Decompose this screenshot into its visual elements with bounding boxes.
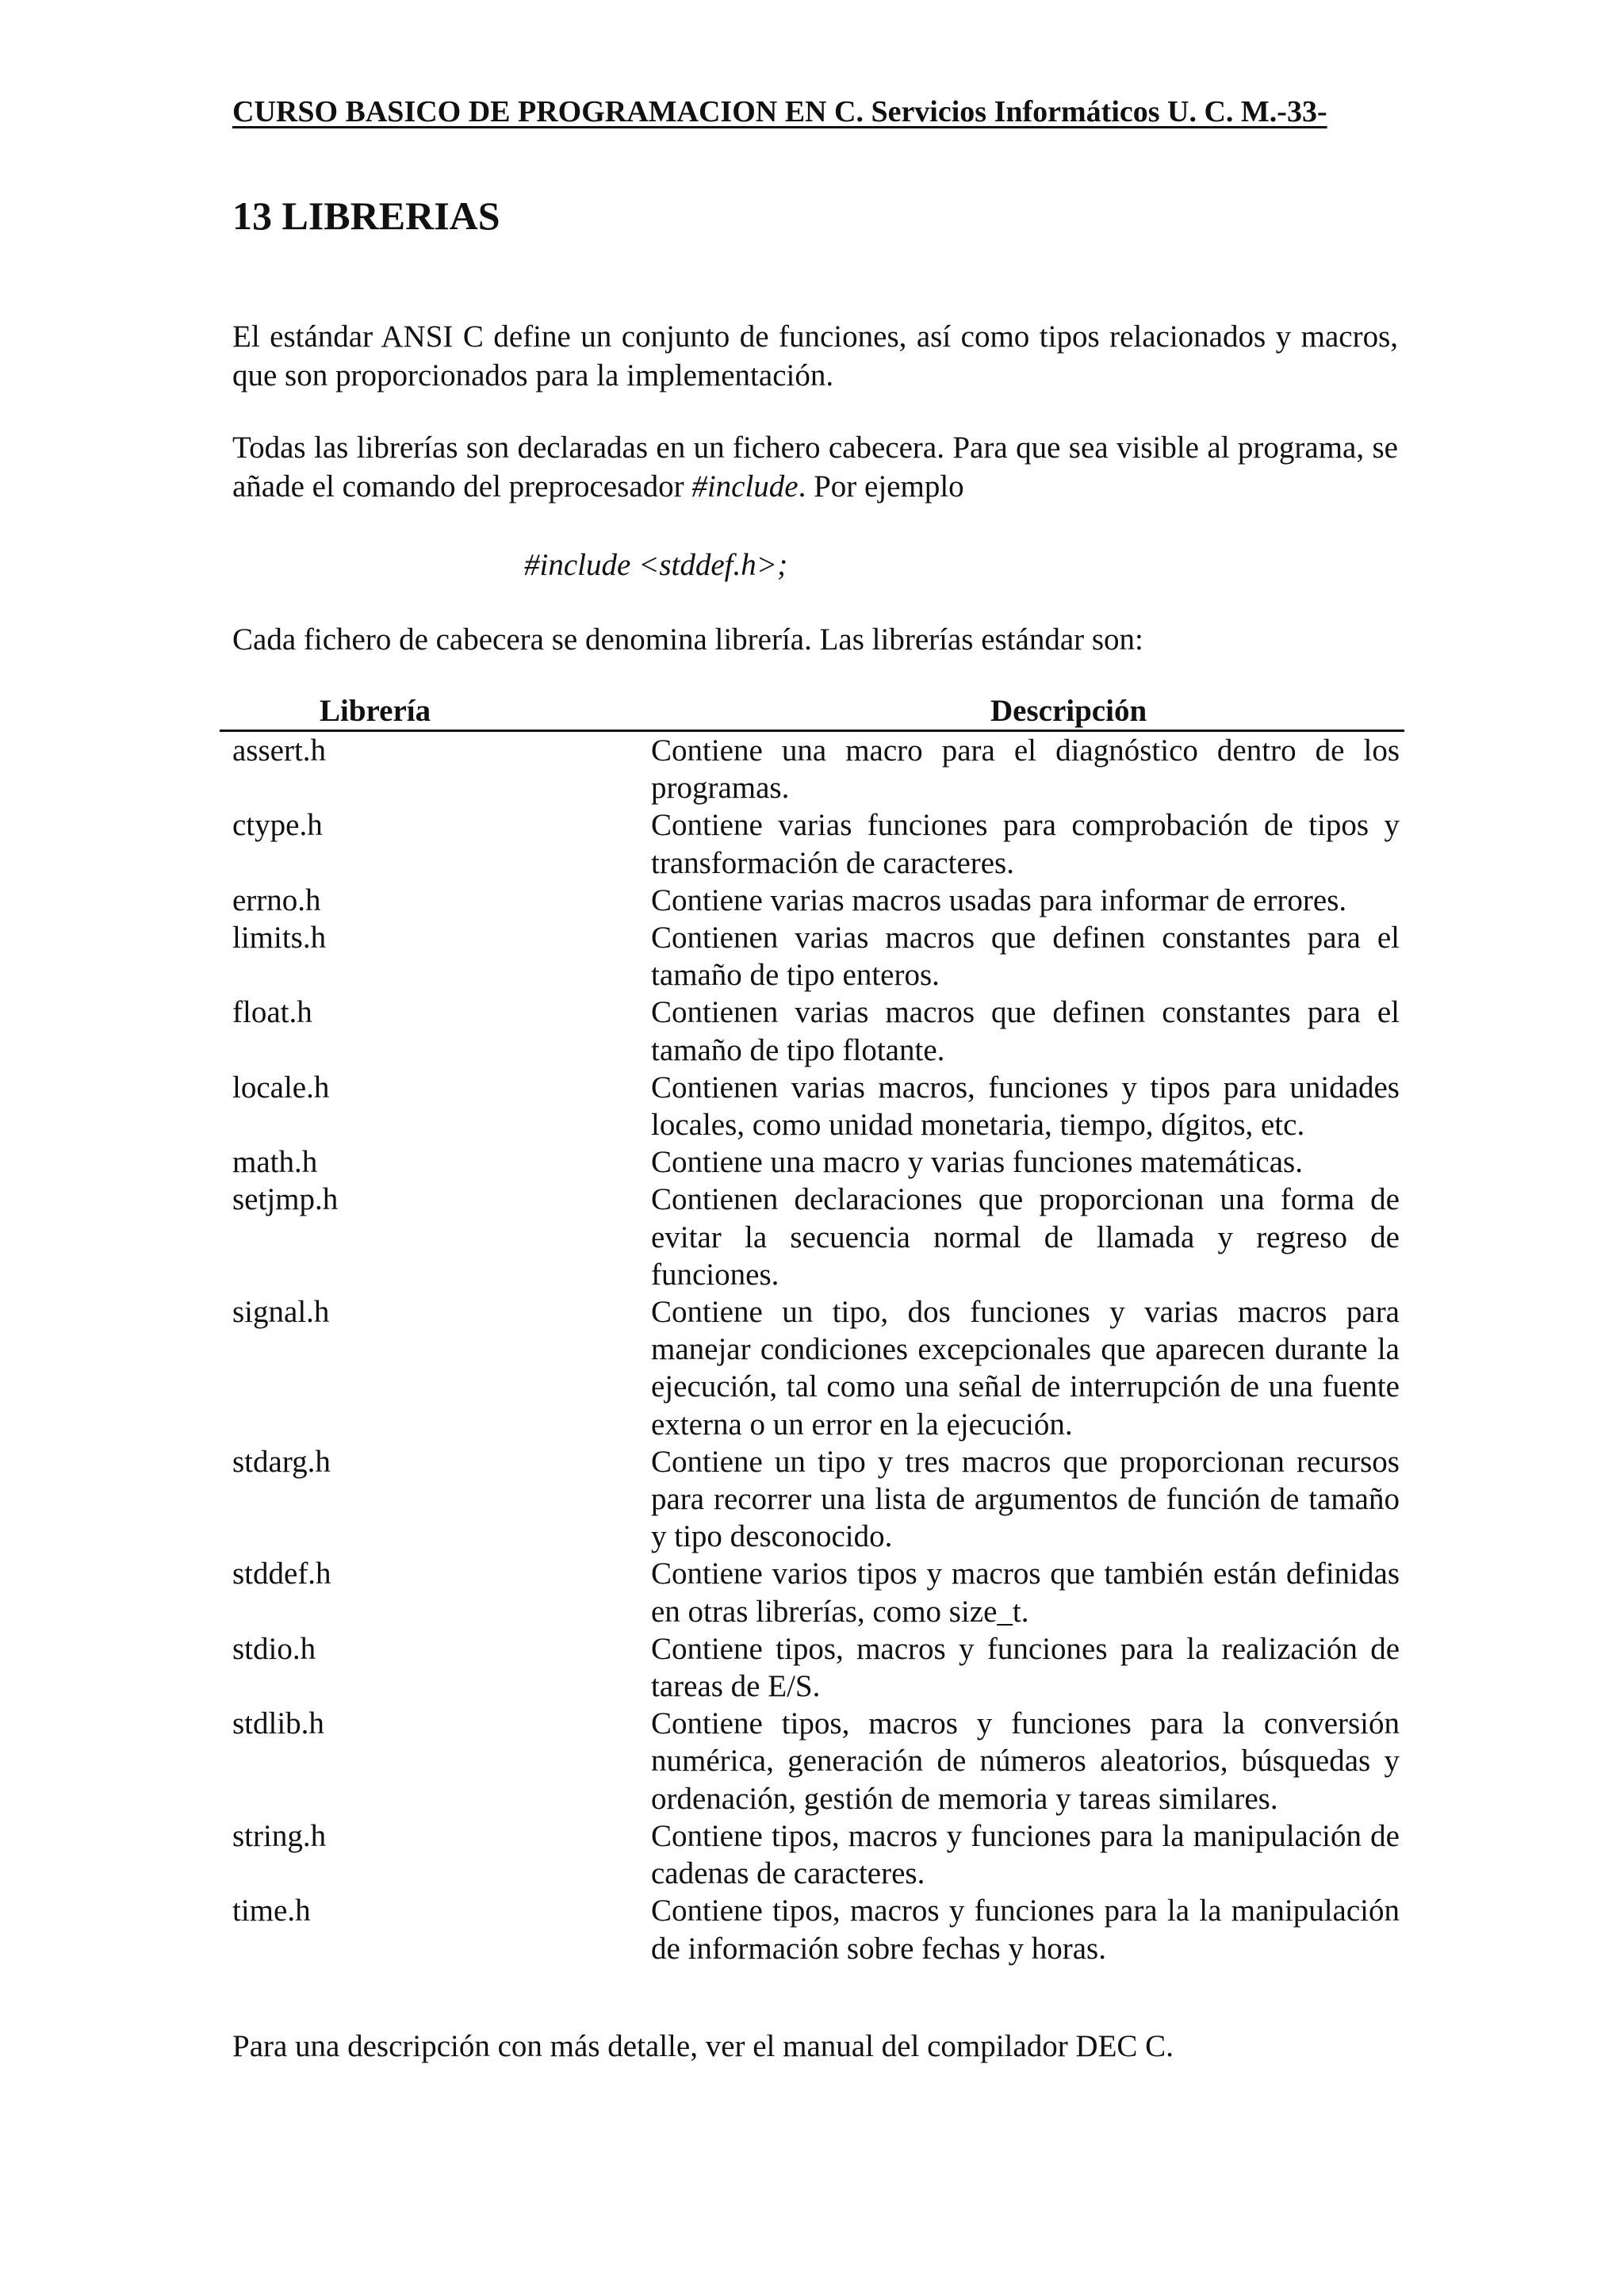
library-name: stdarg.h <box>232 1444 331 1479</box>
column-header-description: Descripción <box>651 693 1404 731</box>
library-name: ctype.h <box>232 808 323 843</box>
library-name: time.h <box>232 1894 311 1928</box>
table-row <box>220 994 1404 1068</box>
chapter-title: 13 LIBRERIAS <box>232 193 500 238</box>
table-row <box>220 919 1404 994</box>
intro-paragraph-2 <box>232 428 1398 506</box>
table-row <box>220 1181 1404 1293</box>
closing-paragraph: Para una descripción con más detalle, ver el manual del compilador DEC C. <box>232 2029 1174 2063</box>
table-row <box>220 1630 1404 1705</box>
table-row <box>220 1443 1404 1556</box>
table-row <box>220 731 1404 807</box>
library-name: errno.h <box>232 883 321 917</box>
intro-paragraph-2-tail: . Por ejemplo <box>798 469 964 504</box>
running-header: CURSO BASICO DE PROGRAMACION EN C. Servicios Informáticos U. C. M.-33- <box>232 95 1327 128</box>
library-name: stdlib.h <box>232 1706 324 1741</box>
library-name: limits.h <box>232 921 327 956</box>
table-row <box>220 1892 1404 1967</box>
library-name: assert.h <box>232 733 327 768</box>
library-name: stdio.h <box>232 1631 316 1666</box>
library-description: Contiene tipos, macros y funciones para la conversión numérica, generación de números aleatorios, búsquedas y ordenación, gestión de memoria y tareas similares. <box>651 1706 1400 1816</box>
table-row <box>220 882 1404 919</box>
library-name: string.h <box>232 1818 327 1853</box>
library-name: locale.h <box>232 1070 330 1105</box>
library-name: float.h <box>232 995 312 1030</box>
library-description: Contiene varias funciones para comprobación de tipos y transformación de caracteres. <box>651 808 1400 880</box>
library-name: math.h <box>232 1145 318 1180</box>
document-page <box>232 94 1400 2063</box>
library-description: Contienen varias macros que definen constantes para el tamaño de tipo enteros. <box>651 921 1400 993</box>
include-directive: #include <box>691 469 799 504</box>
library-description: Contiene varios tipos y macros que también están definidas en otras librerías, como size_t. <box>651 1557 1400 1629</box>
library-name: stddef.h <box>232 1557 331 1591</box>
library-description: Contiene varias macros usadas para informar de errores. <box>651 883 1347 917</box>
library-description: Contienen varias macros que definen constantes para el tamaño de tipo flotante. <box>651 995 1400 1067</box>
library-description: Contienen declaraciones que proporcionan una forma de evitar la secuencia normal de llamada y regreso de funciones. <box>651 1182 1400 1292</box>
column-header-library: Librería <box>220 693 651 731</box>
table-row <box>220 1143 1404 1181</box>
code-example: #include <stddef.h>; <box>524 548 788 582</box>
library-description: Contiene un tipo, dos funciones y varias macros para manejar condiciones excepcionales que aparecen durante la ejecución, tal como una señal de interrupción de una fuente externa o un error en la ejecución. <box>651 1295 1400 1442</box>
intro-paragraph-1: El estándar ANSI C define un conjunto de funciones, así como tipos relacionados y macros, que son proporcionados para la implementación. <box>232 320 1398 393</box>
table-row <box>220 1705 1404 1817</box>
library-description: Contiene una macro para el diagnóstico dentro de los programas. <box>651 733 1400 806</box>
intro-paragraph-3: Cada fichero de cabecera se denomina librería. Las librerías estándar son: <box>232 622 1143 657</box>
library-description: Contiene tipos, macros y funciones para la realización de tareas de E/S. <box>651 1631 1400 1704</box>
table-row <box>220 1069 1404 1143</box>
intro-paragraph-2-text: Todas las librerías son declaradas en un fichero cabecera. Para que sea visible al programa, se añade el comando del preprocesador <box>232 431 1398 504</box>
library-name: setjmp.h <box>232 1182 339 1217</box>
table-row <box>220 1817 1404 1892</box>
library-description: Contiene tipos, macros y funciones para la manipulación de cadenas de caracteres. <box>651 1818 1400 1891</box>
library-description: Contienen varias macros, funciones y tipos para unidades locales, como unidad monetaria, tiempo, dígitos, etc. <box>651 1070 1400 1143</box>
table-row <box>220 1555 1404 1630</box>
library-description: Contiene un tipo y tres macros que proporcionan recursos para recorrer una lista de argumentos de función de tamaño y tipo desconocido. <box>651 1444 1400 1554</box>
library-table-header-row <box>220 693 1404 731</box>
library-description: Contiene una macro y varias funciones matemáticas. <box>651 1145 1303 1180</box>
table-row <box>220 806 1404 881</box>
table-row <box>220 1293 1404 1443</box>
library-table <box>220 693 1404 1967</box>
library-description: Contiene tipos, macros y funciones para la la manipulación de información sobre fechas y horas. <box>651 1894 1400 1966</box>
library-name: signal.h <box>232 1295 330 1330</box>
